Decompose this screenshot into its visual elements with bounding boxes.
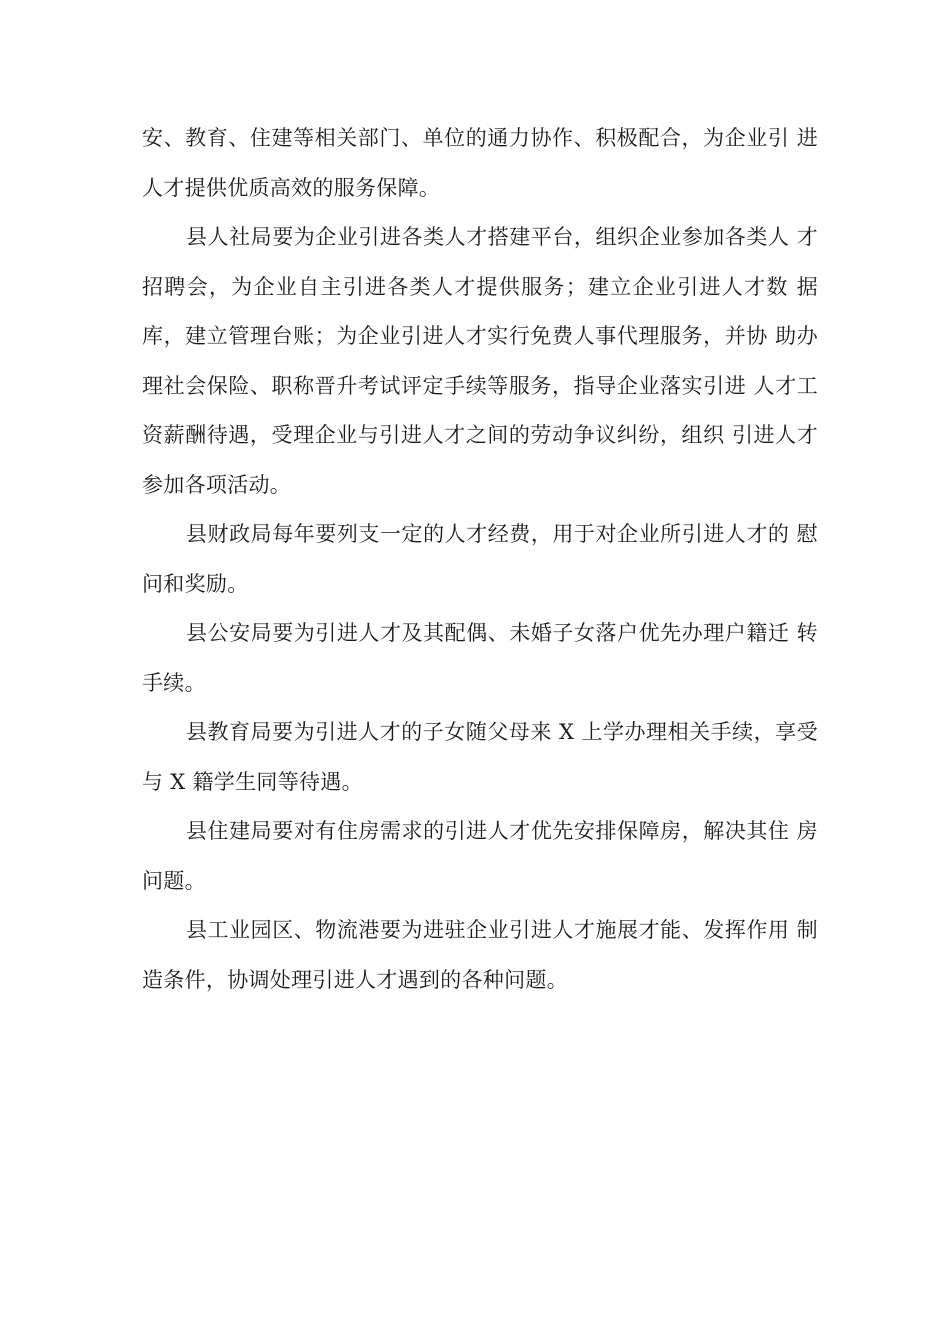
document-body	[142, 114, 818, 1005]
paragraph-continuation: 安、教育、住建等相关部门、单位的通力协作、积极配合，为企业引 进人才提供优质高效的服务保障。	[142, 126, 818, 200]
paragraph-housing-bureau: 县住建局要对有住房需求的引进人才优先安排保障房，解决其住 房问题。	[142, 819, 818, 893]
paragraph-hr-bureau: 县人社局要为企业引进各类人才搭建平台，组织企业参加各类人 才招聘会，为企业自主引进各类人才提供服务；建立企业引进人才数 据库，建立管理台账；为企业引进人才实行免费人事代理服务，并协 助办理社会保险、职称晋升考试评定手续等服务，指导企业落实引进 人才工资薪酬待遇，受理企业与引进人才之间的劳动争议纠纷，组织 引进人才参加各项活动。	[142, 225, 818, 497]
paragraph-finance-bureau: 县财政局每年要列支一定的人才经费，用于对企业所引进人才的 慰问和奖励。	[142, 522, 818, 596]
paragraph-public-security-bureau: 县公安局要为引进人才及其配偶、未婚子女落户优先办理户籍迁 转手续。	[142, 621, 818, 695]
paragraph-education-bureau: 县教育局要为引进人才的子女随父母来 X 上学办理相关手续，享受与 X 籍学生同等待遇。	[142, 720, 818, 794]
paragraph-industrial-park: 县工业园区、物流港要为进驻企业引进人才施展才能、发挥作用 制造条件，协调处理引进人才遇到的各种问题。	[142, 918, 818, 992]
